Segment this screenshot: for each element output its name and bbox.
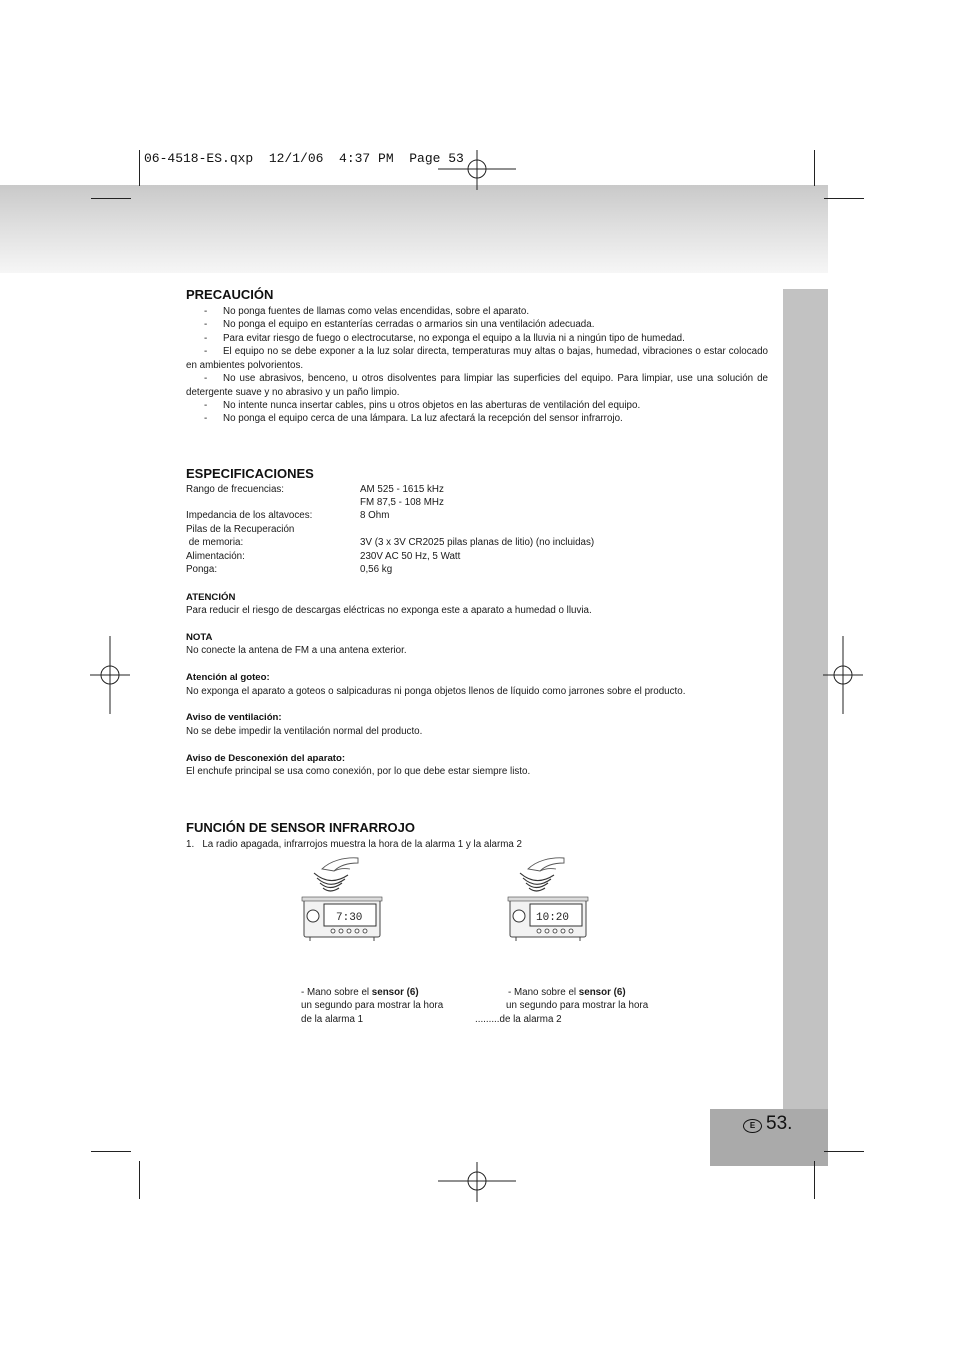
spec-value: AM 525 - 1615 kHz <box>360 484 444 495</box>
precaucion-item: - No ponga el equipo en estanterías cerradas o armarios sin una ventilación adecuada. <box>204 319 595 330</box>
notice-label: Aviso de ventilación: <box>186 712 282 723</box>
spec-label: Rango de frecuencias: <box>186 484 285 495</box>
spec-value: 0,56 kg <box>360 564 393 575</box>
notice-label: ATENCIÓN <box>186 592 236 603</box>
alarm1-display: 7:30 <box>336 912 363 924</box>
spec-value: 230V AC 50 Hz, 5 Watt <box>360 551 461 562</box>
alarm1-caption-line2: un segundo para mostrar la hora <box>301 1000 444 1011</box>
precaucion-item: - No use abrasivos, benceno, u otros disolventes para limpiar las superficies del equipo. Para limpiar, use una solución de detergente suave y no abrasivo y un paño limpio. <box>186 373 768 398</box>
hand-over-clock-icon <box>300 853 384 943</box>
spec-label: Ponga: <box>186 564 218 575</box>
precaucion-item: - No intente nunca insertar cables, pins u otros objetos en las aberturas de ventilación del equipo. <box>204 400 641 411</box>
registration-mark-left <box>90 636 130 714</box>
page-number: 53. <box>766 1113 793 1134</box>
precaucion-item: - Para evitar riesgo de fuego o electrocutarse, no exponga el equipo a la lluvia ni a ningún tipo de humedad. <box>204 333 685 344</box>
alarm2-caption-line2: un segundo para mostrar la hora <box>506 1000 649 1011</box>
notice-text: No exponga el aparato a goteos o salpicaduras ni ponga objetos llenos de líquido como jarrones sobre el producto. <box>186 686 686 697</box>
language-badge: E <box>743 1119 762 1133</box>
registration-mark-right <box>823 636 863 714</box>
side-tab-strip <box>783 289 828 1109</box>
print-slug: 06-4518-ES.qxp 12/1/06 4:37 PM Page 53 <box>144 151 464 166</box>
notice-text: No conecte la antena de FM a una antena exterior. <box>186 645 407 656</box>
precaucion-item: - No ponga el equipo cerca de una lámpara. La luz afectará la recepción del sensor infrarrojo. <box>204 413 623 424</box>
notice-text: Para reducir el riesgo de descargas eléctricas no exponga este a aparato a humedad o lluvia. <box>186 605 592 616</box>
spec-value: 8 Ohm <box>360 510 390 521</box>
precaucion-heading: PRECAUCIÓN <box>186 287 274 302</box>
sensor-heading: FUNCIÓN DE SENSOR INFRARROJO <box>186 820 415 835</box>
alarm2-display: 10:20 <box>536 912 570 924</box>
notice-text: No se debe impedir la ventilación normal del producto. <box>186 726 423 737</box>
alarm2-caption-line3: .........de la alarma 2 <box>475 1014 562 1025</box>
notice-label: Aviso de Desconexión del aparato: <box>186 753 346 764</box>
alarm1-caption-line3: de la alarma 1 <box>301 1014 364 1025</box>
spec-label: Impedancia de los altavoces: <box>186 510 313 521</box>
precaucion-item: - El equipo no se debe exponer a la luz solar directa, temperaturas muy altas o bajas, humedad, vibraciones o estar colocado en ambientes polvorientos. <box>186 346 768 371</box>
spec-label: Alimentación: <box>186 551 245 562</box>
alarm1-illustration <box>300 853 384 943</box>
sensor-step: 1. La radio apagada, infrarrojos muestra la hora de la alarma 1 y la alarma 2 <box>186 839 522 850</box>
registration-mark-bottom <box>438 1162 516 1202</box>
alarm2-caption: - Mano sobre el sensor (6) <box>508 987 626 998</box>
notice-text: El enchufe principal se usa como conexión, por lo que debe estar siempre listo. <box>186 766 531 777</box>
notice-label: NOTA <box>186 632 213 643</box>
hand-over-clock-icon <box>506 853 590 943</box>
alarm1-caption: - Mano sobre el sensor (6) <box>301 987 419 998</box>
especificaciones-heading: ESPECIFICACIONES <box>186 466 314 481</box>
notice-label: Atención al goteo: <box>186 672 270 683</box>
precaucion-item: - No ponga fuentes de llamas como velas encendidas, sobre el aparato. <box>204 306 530 317</box>
registration-mark-top <box>438 150 516 190</box>
spec-label: Pilas de la Recuperación <box>186 524 295 535</box>
spec-label: de memoria: <box>186 537 244 548</box>
spec-value: FM 87,5 - 108 MHz <box>360 497 444 508</box>
spec-value: 3V (3 x 3V CR2025 pilas planas de litio) (no incluidas) <box>360 537 595 548</box>
alarm2-illustration <box>506 853 590 943</box>
